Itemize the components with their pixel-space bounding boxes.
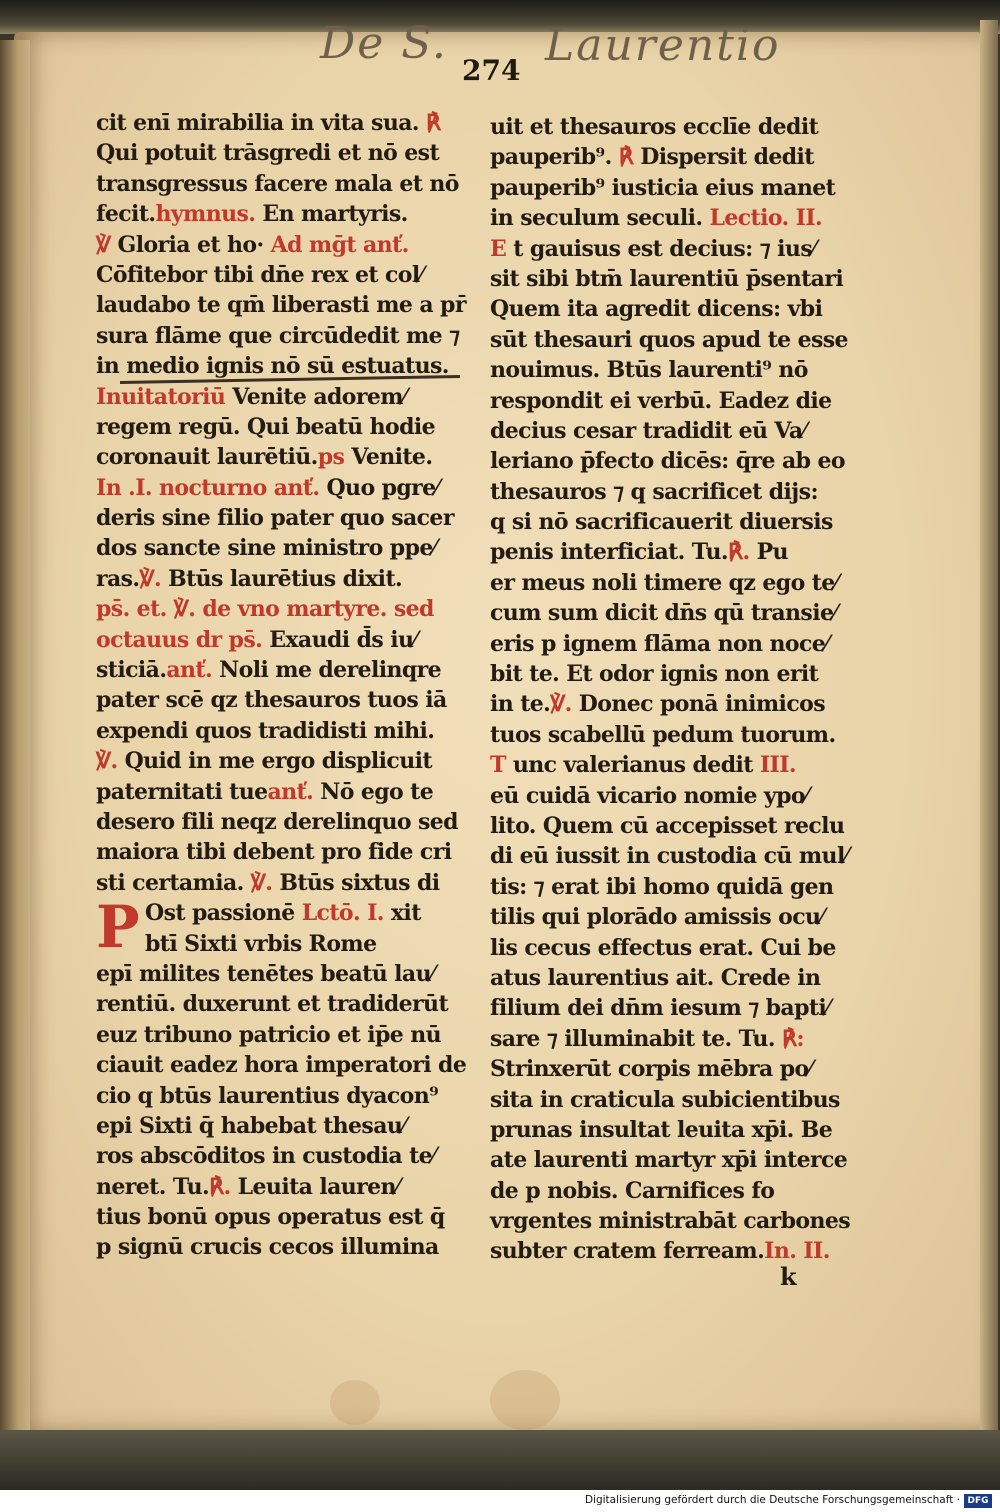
text-line (490, 173, 870, 203)
body-text: sit sibi btm̄ laurentiū p̄sentari (490, 265, 844, 292)
rubric-text: ℟ (418, 110, 441, 136)
text-line (96, 1050, 476, 1080)
text-line (96, 1111, 476, 1141)
body-text: ciauit eadez hora imperatori de (96, 1052, 467, 1079)
body-text: sura flāme que circūdedit me ⁊ (96, 322, 460, 349)
text-line (96, 837, 476, 867)
text-line (490, 112, 870, 142)
page-fore-edge (980, 20, 998, 1440)
body-text: Nō ego te (313, 778, 434, 805)
rubric-text: In .I. nocturno anť. (96, 474, 320, 501)
body-text: Btūs sixtus di (272, 869, 440, 896)
body-text: Quo pgre⁄ (319, 474, 439, 501)
body-text: uit et thesauros ecclīe dedit (490, 114, 819, 140)
text-line (490, 598, 870, 628)
body-text: En martyris. (255, 201, 408, 228)
body-text: expendi quos tradidisti mihi. (96, 717, 435, 744)
rubric-text: III. (759, 752, 796, 779)
body-text: di eū iussit in custodia cū mul⁄ (490, 843, 848, 870)
body-text: t gauisus est decius: ⁊ ius⁄ (506, 235, 816, 262)
body-text: q si nō sacrificauerit diuersis (490, 509, 833, 536)
body-text: er meus noli timere qz ego te⁄ (490, 569, 838, 596)
body-text: Btūs laurētius dixit. (161, 565, 403, 592)
text-line (96, 777, 476, 807)
body-text: Ost passionē (145, 900, 302, 927)
rubric-text: ℣. (96, 748, 118, 775)
body-text: neret. Tu. (96, 1173, 210, 1200)
binding-edge (0, 40, 30, 1430)
body-text: sti certamia. (96, 869, 244, 896)
text-line (490, 1085, 870, 1115)
body-text: Quem ita agredit dicens: vbi (490, 296, 823, 323)
body-text: cit enī mirabilia in vita sua. (96, 110, 419, 136)
text-line (96, 1081, 476, 1111)
rubric-text: ℟. (209, 1173, 231, 1200)
text-line (96, 594, 476, 624)
text-line (490, 1206, 870, 1236)
rubric-text: ps̄. et. ℣. de vno martyre. sed (96, 596, 434, 623)
text-line (96, 746, 476, 776)
text-line (490, 629, 870, 659)
body-text: atus laurentius ait. Crede in (490, 964, 821, 991)
text-line (490, 841, 870, 871)
body-text: euz tribuno patricio et ip̄e nū (96, 1021, 442, 1048)
text-line (490, 811, 870, 841)
text-line (490, 750, 870, 780)
rubric-text: Ad mḡt anť. (263, 231, 409, 258)
rubric-text: ℟ (618, 144, 634, 171)
body-text: xit (383, 900, 421, 927)
text-line (490, 477, 870, 507)
body-text: in medio ignis nō sū estuatus. (96, 353, 449, 380)
body-text: leriano p̄fecto dicēs: q̄re ab eo (490, 448, 845, 475)
body-text: filium dei dn̄m iesum ⁊ bapti⁄ (490, 995, 830, 1022)
body-text: cum sum dicit dn̄s qū transie⁄ (490, 600, 837, 627)
stain (330, 1380, 380, 1425)
text-line (490, 234, 870, 264)
text-line (96, 685, 476, 715)
body-text: Dispersit dedit (633, 144, 814, 171)
body-text: tilis qui plorādo amissis ocu⁄ (490, 904, 824, 931)
body-text: eū cuidā vicario nomie ypo⁄ (490, 782, 809, 809)
rubric-text: anť. (267, 778, 314, 805)
text-line (490, 568, 870, 598)
body-text: vrgentes ministrabāt carbones (490, 1208, 851, 1235)
body-text: Strinxerūt corpis mēbra po⁄ (490, 1056, 812, 1083)
text-line (490, 386, 870, 416)
rubric-text: hymnus. (155, 201, 256, 228)
text-line (490, 1145, 870, 1175)
text-line (96, 503, 476, 533)
body-text: in te. (490, 691, 551, 718)
body-text: eris p ignem flāma non noce⁄ (490, 630, 829, 657)
text-line (490, 325, 870, 355)
body-text: in seculum seculi. (490, 205, 710, 232)
text-line (96, 868, 476, 898)
text-line (490, 963, 870, 993)
body-text: epī milites tenētes beatū lau⁄ (96, 960, 435, 987)
text-line (96, 564, 476, 594)
body-text: ate laurenti martyr xp̄i interce (490, 1147, 848, 1174)
rubric-text: ℣. (139, 565, 162, 592)
body-text: pater scē qz thesauros tuos iā (96, 687, 447, 714)
body-text: lis cecus effectus erat. Cui be (490, 934, 836, 961)
body-text: btī Sixti vrbis Rome (145, 930, 377, 957)
text-line (96, 807, 476, 837)
text-line (96, 382, 476, 412)
rubric-text: ℟. (728, 539, 750, 566)
body-text: lito. Quem cū accepisset reclu (490, 812, 845, 839)
body-text: de p nobis. Carnifices fo (490, 1177, 775, 1204)
rubric-text: Inuitatoriū (96, 383, 226, 410)
text-line (96, 199, 476, 229)
text-line (490, 355, 870, 385)
body-text: tuos scabellū pedum tuorum. (490, 721, 836, 748)
body-text: sare ⁊ illuminabit te. Tu. (490, 1025, 782, 1052)
rubric-text: ℣ (96, 231, 118, 258)
dfg-logo: DFG (964, 1494, 992, 1508)
text-line (490, 203, 870, 233)
initial-capital: P (96, 893, 140, 962)
body-text: tis: ⁊ erat ibi homo quidā gen (490, 873, 834, 900)
rubric-text: Lctō. I. (301, 900, 384, 927)
handwritten-note-right: Laurentio (545, 20, 781, 71)
body-text: nouimus. Btūs laurenti⁹ nō (490, 357, 808, 384)
body-text: subter cratem ferream. (490, 1238, 765, 1265)
body-text: pauperib⁹. (490, 144, 619, 171)
text-line (490, 659, 870, 689)
text-line (96, 533, 476, 563)
rubric-text: ℣. (243, 869, 273, 896)
text-line (490, 902, 870, 932)
text-line (96, 230, 476, 260)
rubric-text: Lectio. II. (709, 205, 823, 232)
text-line (490, 1115, 870, 1145)
body-text: deris sine filio pater quo sacer (96, 505, 454, 532)
text-line (96, 929, 476, 959)
body-text: p signū crucis cecos illumina (96, 1234, 439, 1261)
body-text: Venite. (344, 444, 433, 471)
rubric-text: ℟: (781, 1025, 804, 1052)
page-number: 274 (462, 54, 521, 87)
body-text: cio q btūs laurentius dyacon⁹ (96, 1082, 439, 1109)
body-text: rentiū. duxerunt et tradiderūt (96, 991, 449, 1018)
text-line (96, 1172, 476, 1202)
body-text: ros abscōditos in custodia te⁄ (96, 1143, 436, 1170)
text-line (96, 290, 476, 320)
signature-mark: k (780, 1262, 797, 1291)
text-line (96, 260, 476, 290)
text-line (96, 1141, 476, 1171)
body-text: Donec ponā inimicos (571, 691, 825, 718)
text-line (96, 655, 476, 685)
body-text: Venite adorem⁄ (225, 383, 406, 410)
stain (490, 1370, 560, 1430)
text-line (96, 1202, 476, 1232)
text-line (490, 933, 870, 963)
body-text: laudabo te qm̄ liberasti me a pr̄ (96, 292, 466, 319)
text-line (96, 442, 476, 472)
body-text: fecit. (96, 201, 156, 228)
body-text: Cōfitebor tibi dn̄e rex et col⁄ (96, 261, 423, 288)
text-line (96, 625, 476, 655)
text-line (96, 716, 476, 746)
text-line (490, 537, 870, 567)
text-line (490, 781, 870, 811)
body-text: Exaudi d̄s iu⁄ (262, 626, 417, 653)
body-text: tius bonū opus operatus est q̄ (96, 1204, 445, 1231)
book-bottom-edge (0, 1430, 1000, 1492)
rubric-text: anť. (166, 657, 213, 684)
rubric-text: T (490, 752, 506, 779)
text-line (96, 989, 476, 1019)
text-line (96, 959, 476, 989)
text-line (490, 1024, 870, 1054)
body-text: penis interficiat. Tu. (490, 539, 728, 566)
body-text: Pu (749, 539, 788, 566)
right-text-column (490, 112, 870, 1267)
rubric-text: ps (317, 444, 345, 471)
text-line (490, 1236, 870, 1266)
handwritten-note-left: De S. (320, 18, 448, 69)
text-line (490, 993, 870, 1023)
body-text: desero fili neqz derelinquo sed (96, 808, 458, 835)
body-text: ras. (96, 565, 140, 592)
text-line (490, 507, 870, 537)
body-text: Quid in me ergo displicuit (117, 748, 432, 775)
book-top-edge (0, 0, 1000, 34)
body-text: paternitati tue (96, 778, 268, 805)
body-text: epi Sixti q̄ habebat thesau⁄ (96, 1112, 406, 1139)
body-text: prunas insultat leuita xp̄i. Be (490, 1116, 833, 1143)
body-text: Gloria et ho· (117, 231, 264, 258)
text-line (490, 142, 870, 172)
rubric-text: In. II. (764, 1238, 830, 1265)
text-line (96, 1020, 476, 1050)
body-text: Qui potuit trāsgredi et nō est (96, 140, 440, 167)
rubric-text: octauus dr ps̄. (96, 626, 263, 653)
body-text: bit te. Et odor ignis non erit (490, 661, 819, 688)
left-text-column (96, 108, 476, 1263)
body-text: respondit ei verbū. Eadez die (490, 387, 832, 414)
body-text: transgressus facere mala et nō (96, 170, 459, 197)
text-line (96, 473, 476, 503)
body-text: maiora tibi debent pro fide cri (96, 839, 452, 866)
text-line (96, 1232, 476, 1262)
text-line (490, 1054, 870, 1084)
text-line (96, 138, 476, 168)
body-text: pauperib⁹ iusticia eius manet (490, 174, 836, 201)
body-text: sūt thesauri quos apud te esse (490, 326, 848, 353)
text-line (96, 321, 476, 351)
body-text: dos sancte sine ministro ppe⁄ (96, 535, 436, 562)
text-line (490, 689, 870, 719)
body-text: unc valerianus dedit (505, 752, 760, 779)
body-text: sita in craticula subicientibus (490, 1086, 840, 1113)
footer-credit: Digitalisierung gefördert durch die Deutsche Forschungsgemeinschaft · (584, 1494, 960, 1506)
body-text: Noli me derelinqre (212, 657, 442, 684)
footer-bar (0, 1490, 1000, 1512)
text-line (96, 108, 476, 138)
text-line (490, 446, 870, 476)
body-text: coronauit laurētiū. (96, 444, 318, 471)
rubric-text: E (490, 235, 507, 262)
text-line (490, 872, 870, 902)
text-line (490, 264, 870, 294)
body-text: Leuita lauren⁄ (230, 1173, 400, 1200)
body-text: regem regū. Qui beatū hodie (96, 413, 436, 440)
rubric-text: ℣. (550, 691, 572, 718)
text-line (96, 412, 476, 442)
body-text: decius cesar tradidit eū Va⁄ (490, 417, 806, 444)
body-text: thesauros ⁊ q sacrificet dijs: (490, 478, 818, 505)
text-line (490, 1176, 870, 1206)
body-text: sticiā. (96, 657, 167, 684)
text-line (96, 169, 476, 199)
text-line (490, 416, 870, 446)
text-line (490, 720, 870, 750)
text-line (490, 294, 870, 324)
